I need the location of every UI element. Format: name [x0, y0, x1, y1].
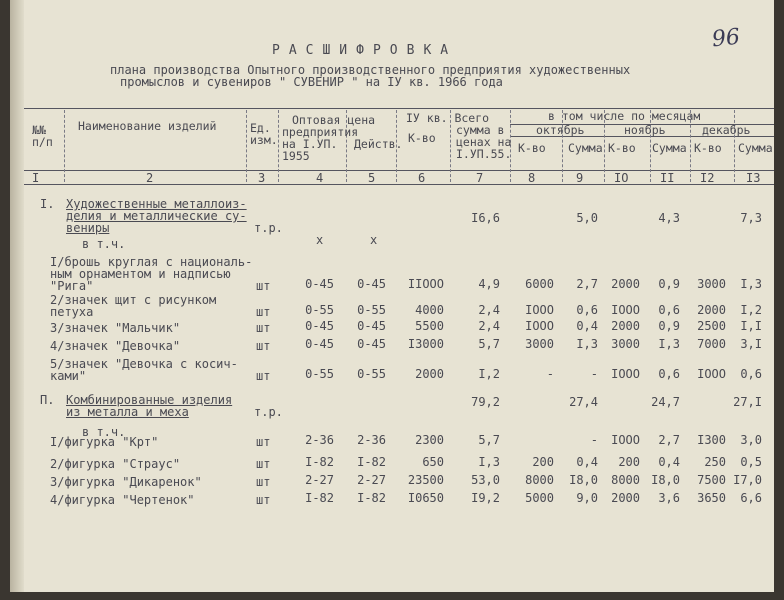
item-unit: шт: [256, 493, 271, 507]
section-total: 79,2: [471, 395, 500, 409]
item-oct-sum: -: [590, 367, 598, 381]
item-dec-qty: 7000: [697, 337, 726, 351]
item-name: 2/значек щит с рисунком: [50, 293, 217, 307]
item-unit: шт: [256, 321, 271, 335]
item-unit: шт: [256, 475, 271, 489]
header-oct-qty: К-во: [518, 141, 546, 155]
item-dec-sum: I,3: [740, 277, 762, 291]
item-dec-sum: 3,0: [740, 433, 762, 447]
header-unit-line: изм.: [250, 133, 278, 147]
item-dec-qty: 2000: [697, 303, 726, 317]
item-oct-sum: I8,0: [569, 473, 598, 487]
item-unit: шт: [256, 305, 271, 319]
item-nov-sum: I,3: [658, 337, 680, 351]
header-q4-sum-line: сумма в: [456, 123, 505, 137]
item-dec-qty: 2500: [697, 319, 726, 333]
item-q4-sum: 5,7: [478, 337, 500, 351]
column-number: 6: [418, 171, 426, 185]
item-price-current: I-82: [357, 491, 386, 505]
subtitle-line-1: плана производства Опытного производственного предприятия художественных: [110, 63, 631, 77]
item-unit: шт: [256, 435, 271, 449]
item-q4-qty: 2300: [415, 433, 444, 447]
subtitle-line-2: промыслов и сувениров " СУВЕНИР " на IУ кв. 1966 года: [120, 75, 503, 89]
section-title: Художественные металлоиз-: [66, 197, 247, 211]
binding-edge: [10, 0, 24, 592]
section-number: I.: [40, 197, 55, 211]
item-nov-sum: 2,7: [658, 433, 680, 447]
item-price-current: I-82: [357, 455, 386, 469]
item-unit: шт: [256, 339, 271, 353]
item-price-current: 0-45: [357, 319, 386, 333]
item-nov-qty: 2000: [611, 319, 640, 333]
item-oct-qty: 6000: [525, 277, 554, 291]
item-dec-sum: 0,6: [740, 367, 762, 381]
item-q4-qty: 650: [422, 455, 444, 469]
section-title: Комбинированные изделия: [66, 393, 233, 407]
item-oct-qty: 5000: [525, 491, 554, 505]
item-price-current: 0-45: [357, 277, 386, 291]
item-q4-sum: I,3: [478, 455, 500, 469]
item-nov-qty: 3000: [611, 337, 640, 351]
item-dec-sum: I7,0: [733, 473, 762, 487]
item-oct-qty: 3000: [525, 337, 554, 351]
item-price-current: 0-45: [357, 337, 386, 351]
header-num-line: п/п: [32, 135, 53, 149]
section-nov-sum: 24,7: [651, 395, 680, 409]
column-number: IO: [614, 171, 629, 185]
item-price-1955: I-82: [305, 491, 334, 505]
item-q4-qty: I3000: [407, 337, 444, 351]
item-oct-qty: IOOO: [525, 303, 554, 317]
section-title: делия и металлические су-: [66, 209, 247, 223]
document-page: [10, 0, 774, 592]
item-price-1955: 0-45: [305, 337, 334, 351]
item-name: "Рига": [50, 279, 94, 293]
header-price-group: Оптовая цена: [292, 113, 376, 127]
item-oct-sum: 0,4: [576, 319, 598, 333]
header-name: Наименование изделий: [78, 119, 217, 133]
item-name: ками": [50, 369, 87, 383]
item-name: 3/фигурка "Дикаренок": [50, 475, 202, 489]
item-price-current: 2-27: [357, 473, 386, 487]
item-nov-qty: 8000: [611, 473, 640, 487]
item-oct-sum: -: [590, 433, 598, 447]
item-price-current: 2-36: [357, 433, 386, 447]
section-dec-sum: 27,I: [733, 395, 762, 409]
item-dec-qty: 3650: [697, 491, 726, 505]
item-oct-qty: -: [546, 367, 554, 381]
item-name: I/брошь круглая с националь-: [50, 255, 253, 269]
item-q4-qty: 23500: [407, 473, 444, 487]
header-nov-qty: К-во: [608, 141, 636, 155]
item-nov-qty: IOOO: [611, 367, 640, 381]
header-unit-line: Ед.: [250, 121, 271, 135]
item-name: I/фигурка "Крт": [50, 435, 159, 449]
item-q4-qty: 4000: [415, 303, 444, 317]
section-oct-sum: 5,0: [576, 211, 598, 225]
item-price-1955: I-82: [305, 455, 334, 469]
item-oct-sum: 0,4: [576, 455, 598, 469]
column-divider: [278, 110, 279, 182]
item-q4-sum: 2,4: [478, 303, 500, 317]
item-nov-qty: 2000: [611, 277, 640, 291]
item-price-current: 0-55: [357, 367, 386, 381]
header-price-act: Действ.: [354, 137, 403, 151]
item-dec-qty: 7500: [697, 473, 726, 487]
column-number: 9: [576, 171, 584, 185]
item-oct-qty: IOOO: [525, 319, 554, 333]
item-name: 3/значек "Мальчик": [50, 321, 181, 335]
including-label: в т.ч.: [82, 237, 126, 251]
item-name: петуха: [50, 305, 94, 319]
header-months-group: в том числе по месяцам: [548, 109, 701, 123]
item-name: 4/значек "Девочка": [50, 339, 181, 353]
header-dec-sum: Сумма: [738, 141, 773, 155]
item-q4-sum: 53,0: [471, 473, 500, 487]
column-number: 8: [528, 171, 536, 185]
item-oct-sum: 0,6: [576, 303, 598, 317]
item-q4-sum: 4,9: [478, 277, 500, 291]
header-q4-group: IУ кв. Всего: [406, 111, 490, 125]
item-nov-sum: 0,4: [658, 455, 680, 469]
item-price-1955: 0-55: [305, 303, 334, 317]
section-title: вениры: [66, 221, 110, 235]
header-dec: декабрь: [702, 123, 751, 137]
section-number: П.: [40, 393, 55, 407]
section-unit: т.р.: [254, 221, 283, 235]
item-dec-sum: I,2: [740, 303, 762, 317]
item-dec-sum: 6,6: [740, 491, 762, 505]
section-oct-sum: 27,4: [569, 395, 598, 409]
item-q4-sum: I9,2: [471, 491, 500, 505]
item-oct-sum: 9,0: [576, 491, 598, 505]
item-nov-sum: 0,6: [658, 367, 680, 381]
section-unit: т.р.: [254, 405, 283, 419]
item-q4-sum: 2,4: [478, 319, 500, 333]
item-dec-sum: 3,I: [740, 337, 762, 351]
item-name: ным орнаментом и надписью: [50, 267, 231, 281]
price-mark: x: [370, 233, 378, 247]
item-nov-sum: 0,9: [658, 277, 680, 291]
price-mark: x: [316, 233, 324, 247]
document-title: РАСШИФРОВКА: [272, 43, 458, 58]
header-price-pred-line: предприятия: [282, 125, 359, 139]
item-nov-sum: 3,6: [658, 491, 680, 505]
item-name: 5/значек "Девочка с косич-: [50, 357, 238, 371]
item-q4-sum: 5,7: [478, 433, 500, 447]
item-price-1955: 2-36: [305, 433, 334, 447]
header-nov-sum: Сумма: [652, 141, 687, 155]
item-price-current: 0-55: [357, 303, 386, 317]
header-nov: ноябрь: [624, 123, 666, 137]
item-price-1955: 2-27: [305, 473, 334, 487]
item-nov-sum: 0,9: [658, 319, 680, 333]
column-number: I3: [746, 171, 761, 185]
item-nov-qty: IOOO: [611, 433, 640, 447]
column-number: II: [660, 171, 675, 185]
item-dec-qty: 250: [704, 455, 726, 469]
item-name: 2/фигурка "Страус": [50, 457, 181, 471]
item-oct-sum: 2,7: [576, 277, 598, 291]
item-name: 4/фигурка "Чертенок": [50, 493, 195, 507]
column-divider: [64, 110, 65, 182]
header-num-line: №№: [32, 123, 46, 137]
item-nov-qty: 200: [618, 455, 640, 469]
item-price-1955: 0-55: [305, 367, 334, 381]
item-dec-sum: I,I: [740, 319, 762, 333]
header-dec-qty: К-во: [694, 141, 722, 155]
section-title: из металла и меха: [66, 405, 189, 419]
item-q4-qty: I0650: [407, 491, 444, 505]
item-q4-qty: 5500: [415, 319, 444, 333]
header-q4-sum-line: ценах на: [456, 135, 512, 149]
section-total: I6,6: [471, 211, 500, 225]
item-dec-sum: 0,5: [740, 455, 762, 469]
header-price-pred-line: на I.УП.: [282, 137, 338, 151]
item-dec-qty: 3000: [697, 277, 726, 291]
column-divider: [734, 110, 735, 182]
column-number: 4: [316, 171, 324, 185]
item-unit: шт: [256, 457, 271, 471]
column-number: I: [32, 171, 40, 185]
header-q4-qty: К-во: [408, 131, 436, 145]
column-number: I2: [700, 171, 715, 185]
column-number: 5: [368, 171, 376, 185]
item-price-1955: 0-45: [305, 277, 334, 291]
item-unit: шт: [256, 369, 271, 383]
item-unit: шт: [256, 279, 271, 293]
header-q4-sum-line: I.УП.55.: [456, 147, 512, 161]
section-nov-sum: 4,3: [658, 211, 680, 225]
item-oct-qty: 8000: [525, 473, 554, 487]
header-oct-sum: Сумма: [568, 141, 603, 155]
item-price-1955: 0-45: [305, 319, 334, 333]
column-divider: [246, 110, 247, 182]
column-number: 3: [258, 171, 266, 185]
section-dec-sum: 7,3: [740, 211, 762, 225]
folio-number: 96: [710, 24, 742, 53]
header-price-pred-line: 1955: [282, 149, 310, 163]
item-q4-sum: I,2: [478, 367, 500, 381]
item-dec-qty: I300: [697, 433, 726, 447]
column-number: 2: [146, 171, 154, 185]
item-q4-qty: 2000: [415, 367, 444, 381]
column-number: 7: [476, 171, 484, 185]
item-oct-qty: 200: [532, 455, 554, 469]
item-dec-qty: IOOO: [697, 367, 726, 381]
item-nov-sum: 0,6: [658, 303, 680, 317]
including-label: в т.ч.: [82, 425, 126, 439]
item-nov-qty: 2000: [611, 491, 640, 505]
item-nov-sum: I8,0: [651, 473, 680, 487]
header-oct: октябрь: [536, 123, 585, 137]
item-q4-qty: IIOOO: [407, 277, 444, 291]
item-oct-sum: I,3: [576, 337, 598, 351]
item-nov-qty: IOOO: [611, 303, 640, 317]
